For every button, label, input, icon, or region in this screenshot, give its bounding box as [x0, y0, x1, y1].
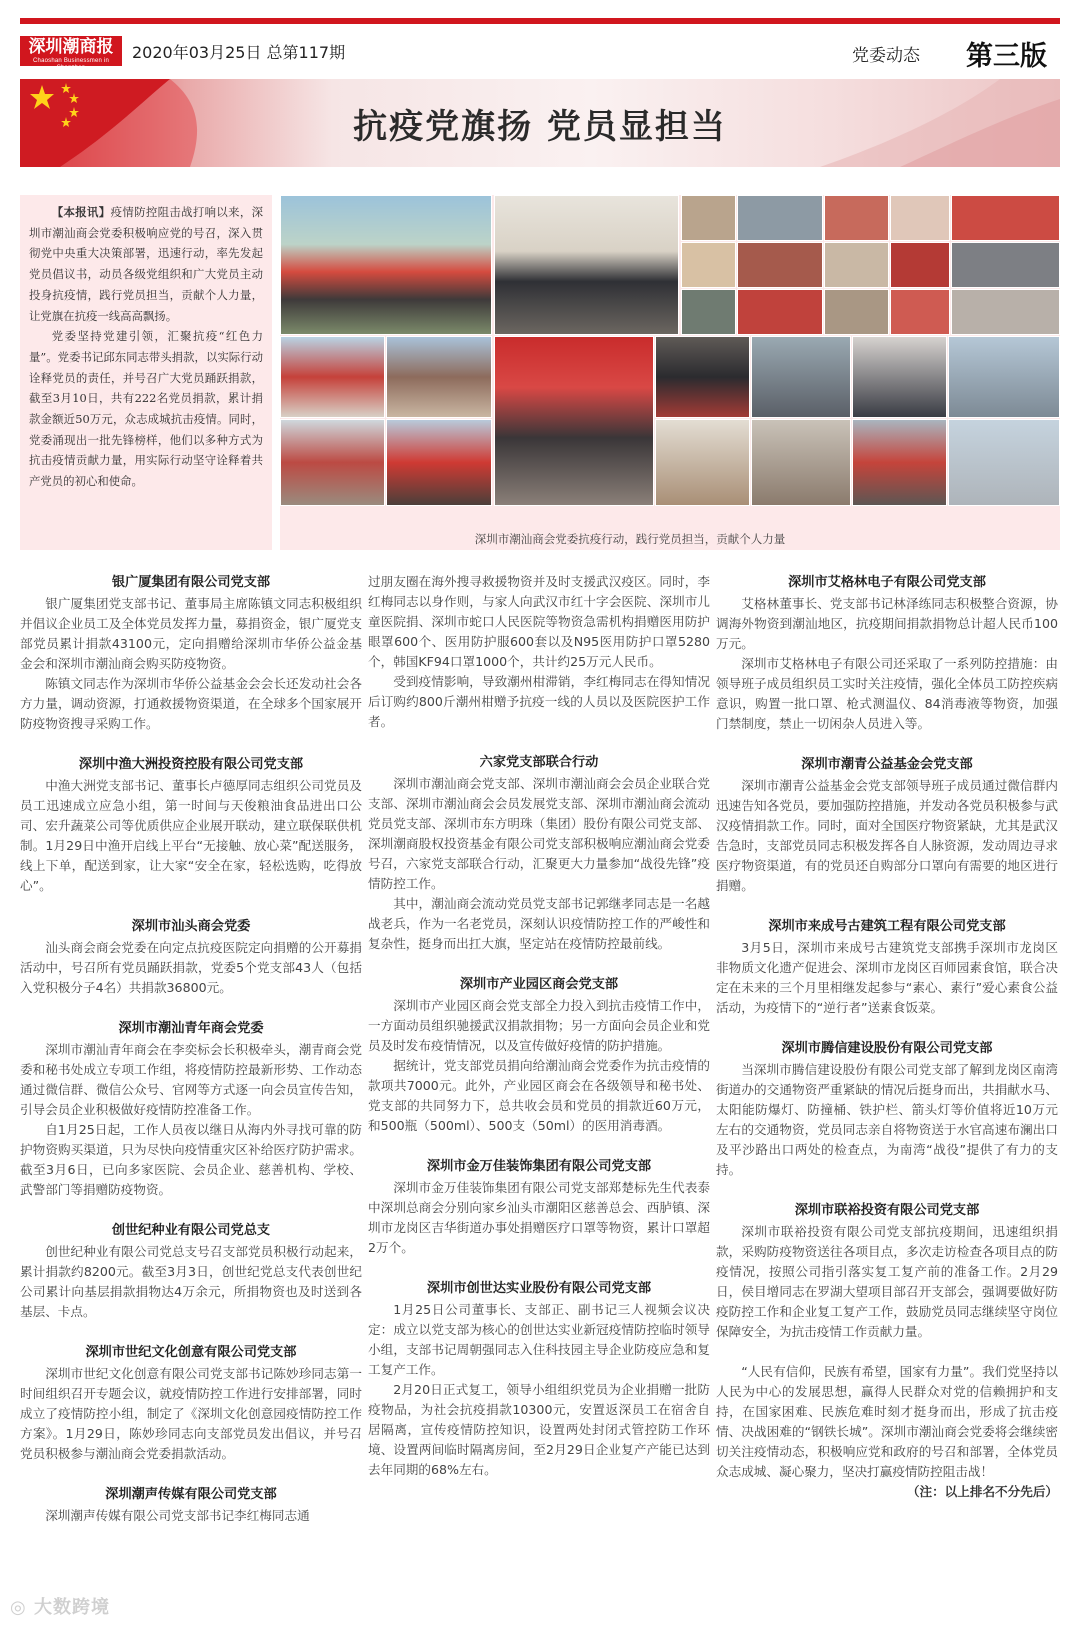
photo-thumb — [852, 336, 947, 418]
article-paragraph: 深圳市潮汕青年商会在李奕标会长积极牵头，潮青商会党委和秘书处成立专项工作组，将疫情防控最新形势、工作动态通过微信群、微信公众号、官网等方式逐一向会员宣传告知，引导会员企业积极做好疫情防控准备工作。 — [20, 1042, 362, 1117]
photo-thumb — [737, 195, 823, 241]
issue-date: 2020年03月25日 总第117期 — [132, 43, 346, 62]
photo-banner-group — [494, 336, 654, 506]
article-paragraph: 据统计，党支部党员捐向给潮汕商会党委作为抗击疫情的款项共7000元。此外，产业园区商会在各级领导和秘书处、党支部的共同努力下，总共收会员和党员的捐款近60万元，和500瓶（500ml）、500支（50ml）的医用消毒酒。 — [368, 1058, 710, 1133]
intro-paragraph-2: 党委坚持党建引领，汇聚抗疫“红色力量”。党委书记邱东同志带头捐款，以实际行动诠释党员的责任，并号召广大党员踊跃捐款，截至3月10日，共有222名党员捐款，累计捐款金额近50万元，众志成城抗击疫情。同时，党委涌现出一批先锋榜样，他们以多种方式为抗击疫情贡献力量，用实际行动坚守诠释着共产党员的初心和使命。 — [29, 329, 263, 489]
ranking-note: （注：以上排名不分先后） — [906, 1484, 1058, 1499]
watermark-icon: ◎ — [10, 1597, 27, 1618]
photo-thumb — [737, 289, 823, 335]
article-title: 深圳市艾格林电子有限公司党支部 — [788, 575, 986, 590]
photo-thumb — [737, 242, 823, 288]
edition-number: 第三版 — [966, 41, 1047, 72]
photo-thumb — [890, 242, 950, 288]
article-paragraph: 受到疫情影响，导致潮州柑滞销，李红梅同志在得知情况后订购约800斤潮州柑赠予抗疫一线的人员以及医院医护工作者。 — [368, 674, 710, 729]
article-paragraph: 1月25日公司董事长、支部正、副书记三人视频会议决定：成立以党支部为核心的创世达实业新冠疫情防控临时领导小组，支部书记周朝强同志入住科技园主导企业防疫应急和复工复产工作。 — [368, 1302, 710, 1377]
article-paragraph: 自1月25日起，工作人员夜以继日从海内外寻找可靠的防护物资购买渠道，只为尽快向疫情重灾区补给医疗防护需求。截至3月6日，已向多家医院、会员企业、慈善机构、学校、武警部门等捐赠防疫物资。 — [20, 1122, 362, 1197]
watermark-text: 大数跨境 — [34, 1597, 110, 1618]
article-title: 银广厦集团有限公司党支部 — [111, 575, 271, 590]
closing-paragraph: “人民有信仰，民族有希望，国家有力量”。我们党坚持以人民为中心的发展思想，赢得人民群众对党的信赖拥护和支持，在国家困难、民族危难时刻才挺身而出，形成了抗击疫情、决战困难的“钢铁长城”。深圳市潮汕商会党委将会继续密切关注疫情动态，积极响应党和政府的号召和部署，全体党员众志成城、凝心聚力，坚决打赢疫情防控阻击战！ — [716, 1364, 1058, 1479]
article-paragraph: 深圳市艾格林电子有限公司还采取了一系列防控措施：由领导班子成员组织员工实时关注疫情，强化全体员工防控疾病意识，购置一批口罩、枪式测温仪、84消毒液等物资，加强门禁制度，禁止一切闲杂人员进入等。 — [716, 656, 1058, 731]
photo-caption: 深圳市潮汕商会党委抗疫行动，践行党员担当，贡献个人力量 — [474, 532, 786, 546]
article-paragraph: 汕头商会商会党委在向定点抗疫医院定向捐赠的公开募捐活动中，号召所有党员踊跃捐款，党委5个党支部43人（包括入党积极分子4名）共捐款36800元。 — [20, 940, 362, 995]
article-paragraph: 创世纪种业有限公司党总支号召支部党员积极行动起来，累计捐款约8200元。截至3月3日，创世纪党总支代表创世纪公司累计向基层捐款捐物达4万余元，所捐物资也及时送到各基层、卡点。 — [20, 1244, 362, 1319]
photo-donation-ceremony — [494, 195, 679, 335]
article-column-1 — [20, 572, 362, 1572]
photo-thumb — [951, 242, 1060, 288]
photo-thumb — [948, 419, 1060, 506]
article-paragraph: 中渔大洲党支部书记、董事长卢德厚同志组织公司党员及员工迅速成立应急小组，第一时间与天俊粮油食品进出口公司、宏升蔬菜公司等优质供应企业展开联动，建立联保联供机制。1月29日中渔开启线上平台“无接触、放心菜”配送服务，线上下单，配送到家，让大家“安全在家，轻松选购，吃得放心”。 — [20, 778, 362, 893]
photo-thumb — [824, 242, 889, 288]
article-title: 深圳中渔大洲投资控股有限公司党支部 — [78, 757, 304, 772]
photo-thumb — [681, 195, 736, 241]
article-paragraph: 银广厦集团党支部书记、董事局主席陈镇文同志积极组织并倡议企业员工及全体党员发挥力量，募捐资金，银广厦党支部党员累计捐款43100元，定向捐赠给深圳市华侨公益金基金会和深圳市潮汕商会购买防疫物资。 — [20, 596, 362, 671]
photo-thumb — [824, 289, 889, 335]
article-title: 深圳市世纪文化创意有限公司党支部 — [85, 1345, 297, 1360]
article-title: 深圳市联裕投资有限公司党支部 — [794, 1203, 980, 1218]
newspaper-logo — [20, 36, 122, 71]
photo-thumb — [681, 242, 736, 288]
photo-thumb — [386, 419, 492, 506]
article-title: 深圳市创世达实业股份有限公司党支部 — [426, 1281, 652, 1296]
watermark-logo — [10, 1593, 110, 1619]
article-title: 深圳市潮汕青年商会党委 — [118, 1021, 264, 1036]
logo-english: Chaoshan Businessmen in Shenzhen — [33, 58, 109, 71]
article-title: 深圳市金万佳装饰集团有限公司党支部 — [426, 1159, 652, 1174]
article-title: 深圳潮声传媒有限公司党支部 — [105, 1487, 277, 1502]
article-paragraph: 深圳市世纪文化创意有限公司党支部书记陈妙珍同志第一时间组织召开专题会议，就疫情防控工作进行安排部署，同时成立了疫情防控小组，制定了《深圳文化创意园疫情防控工作方案》。1月29日，陈妙珍同志向支部党员发出倡议，并号召党员积极参与潮汕商会党委捐款活动。 — [20, 1366, 362, 1461]
photo-thumb — [751, 336, 851, 418]
article-paragraph: 深圳市潮汕商会党支部、深圳市潮汕商会会员企业联合党支部、深圳市潮汕商会会员发展党支部、深圳市潮汕商会流动党员党支部、深圳市东方明珠（集团）股份有限公司党支部、深圳潮商股权投资基金有限公司党支部积极响应潮汕商会党委号召，六家党支部联合行动，汇聚更大力量参加“战役先锋”疫情防控工作。 — [368, 776, 710, 891]
headline-banner — [20, 79, 1060, 167]
article-paragraph: 3月5日，深圳市来成号古建筑党支部携手深圳市龙岗区非物质文化遗产促进会、深圳市龙岗区百师园素食馆，联合决定在未来的三个月里相继发起参与“素心、素行”爱心素食公益活动，为疫情下的“逆行者”送素食饭菜。 — [716, 940, 1058, 1015]
photo-thumb — [280, 419, 385, 506]
article-paragraph: 2月20日正式复工，领导小组组织党员为企业捐赠一批防疫物品，为社会抗疫捐款10300元，安置返深员工在宿舍自居隔离，宣传疫情防控知识，设置两处封闭式管控防工作环境、设置两间临时隔离房间，至2月29日企业复产产能已达到去年同期的68%左右。 — [368, 1382, 710, 1477]
photo-thumb — [890, 195, 950, 241]
article-column-2 — [368, 572, 710, 1572]
article-paragraph: 艾格林董事长、党支部书记林泽练同志积极整合资源，协调海外物资到潮汕地区，抗疫期间捐款捐物总计超人民币100万元。 — [716, 596, 1058, 651]
photo-thumb — [280, 336, 385, 418]
logo-text: 深圳潮商报 — [28, 37, 114, 57]
photo-thumb — [890, 289, 950, 335]
photo-thumb — [681, 289, 736, 335]
article-paragraph: 深圳市金万佳装饰集团有限公司党支部郑楚标先生代表泰中深圳总商会分别向家乡汕头市潮阳区慈善总会、西胪镇、深圳市龙岗区吉华街道办事处捐赠医疗口罩等物资，累计口罩超2万个。 — [368, 1180, 710, 1255]
intro-tag: 【本报讯】 — [51, 205, 111, 219]
article-title: 六家党支部联合行动 — [479, 755, 599, 770]
article-title: 深圳市潮青公益基金会党支部 — [801, 757, 973, 772]
headline-title: 抗疫党旗扬 党员显担当 — [353, 107, 727, 147]
article-paragraph: 当深圳市腾信建设股份有限公司党支部了解到龙岗区南湾街道办的交通物资严重紧缺的情况后挺身而出，共捐献水马、太阳能防爆灯、防撞桶、铁护栏、箭头灯等价值将近10万元左右的交通物资，党员同志亲自将物资送于水官高速布澜出口及平沙路出口两处的检查点，为南湾“战役”提供了有力的支持。 — [716, 1062, 1058, 1177]
article-title: 深圳市腾信建设股份有限公司党支部 — [781, 1041, 993, 1056]
photo-thumb — [852, 419, 947, 506]
article-paragraph: 深圳市潮青公益基金会党支部领导班子成员通过微信群内迅速告知各党员，要加强防控措施，并发动各党员积极参与武汉疫情捐款工作。同时，面对全国医疗物资紧缺，尤其是武汉告急时，支部党员同志积极发挥各自人脉资源，发动周边寻求医疗物资渠道，有的党员还自购部分口罩向有需要的地区进行捐赠。 — [716, 778, 1058, 893]
article-title: 深圳市来成号古建筑工程有限公司党支部 — [768, 919, 1006, 934]
photo-thumb — [386, 336, 492, 418]
top-rule — [20, 18, 1060, 24]
photo-collage — [280, 195, 1060, 550]
photo-thumb — [951, 289, 1060, 335]
intro-box — [20, 195, 272, 550]
intro-paragraph-1: 【本报讯】疫情防控阻击战打响以来，深圳市潮汕商会党委积极响应党的号召，深入贯彻党中央重大决策部署，迅速行动，率先发起党员倡议书，动员各级党组织和广大党员主动投身抗疫情，践行党员担当，贡献个人力量，让党旗在抗疫一线高高飘扬。 — [29, 205, 263, 323]
photo-thumb — [655, 336, 750, 418]
section-name: 党委动态 — [852, 46, 920, 66]
article-paragraph: 深圳市产业园区商会党支部全力投入到抗击疫情工作中，一方面动员组织驰援武汉捐款捐物；另一方面向会员企业和党员及时发布疫情情况，以及宣传做好疫情的防护措施。 — [368, 998, 710, 1053]
article-paragraph: 陈镇文同志作为深圳市华侨公益基金会会长还发动社会各方力量，调动资源，打通救援物资渠道，在全球多个国家展开防疫物资搜寻采购工作。 — [20, 676, 362, 731]
photo-volunteers — [280, 195, 492, 335]
photo-thumb — [948, 336, 1060, 418]
article-paragraph: 深圳市联裕投资有限公司党支部抗疫期间，迅速组织捐款，采购防疫物资送往各项目点，多次走访检查各项目点的防疫情况，按照公司指引落实复工复产前的准备工作。2月29日，侯目增同志在罗湖大望项目部召开支部会，强调要做好防疫防控工作和企业复工复产工作，鼓励党员同志继续坚守岗位保障安全，为抗击疫情工作贡献力量。 — [716, 1224, 1058, 1339]
article-title: 创世纪种业有限公司党总支 — [111, 1223, 271, 1238]
article-continuation: 过朋友圈在海外搜寻救援物资并及时支援武汉疫区。同时，李红梅同志以身作则，与家人向武汉市红十字会医院、深圳市儿童医院捐、深圳市蛇口人民医院等物资急需机构捐赠医用防护眼罩600个、医用防护服600套以及N95医用防护口罩5280个，韩国KF94口罩1000个，共计约25万元人民币。 — [368, 574, 710, 669]
article-title: 深圳市产业园区商会党支部 — [459, 977, 619, 992]
photo-thumb — [824, 195, 889, 241]
article-column-3 — [716, 572, 1058, 1582]
article-paragraph: 其中，潮汕商会流动党员党支部书记郭继孝同志是一名越战老兵，作为一名老党员，深刻认识疫情防控工作的严峻性和复杂性，挺身而出扛大旗，坚定站在疫情防控最前线。 — [368, 896, 710, 951]
article-title: 深圳市汕头商会党委 — [131, 919, 251, 934]
photo-thumb — [951, 195, 1060, 241]
photo-thumb — [655, 419, 750, 506]
photo-thumb — [751, 419, 851, 506]
article-paragraph: 深圳潮声传媒有限公司党支部书记李红梅同志通 — [45, 1508, 310, 1523]
